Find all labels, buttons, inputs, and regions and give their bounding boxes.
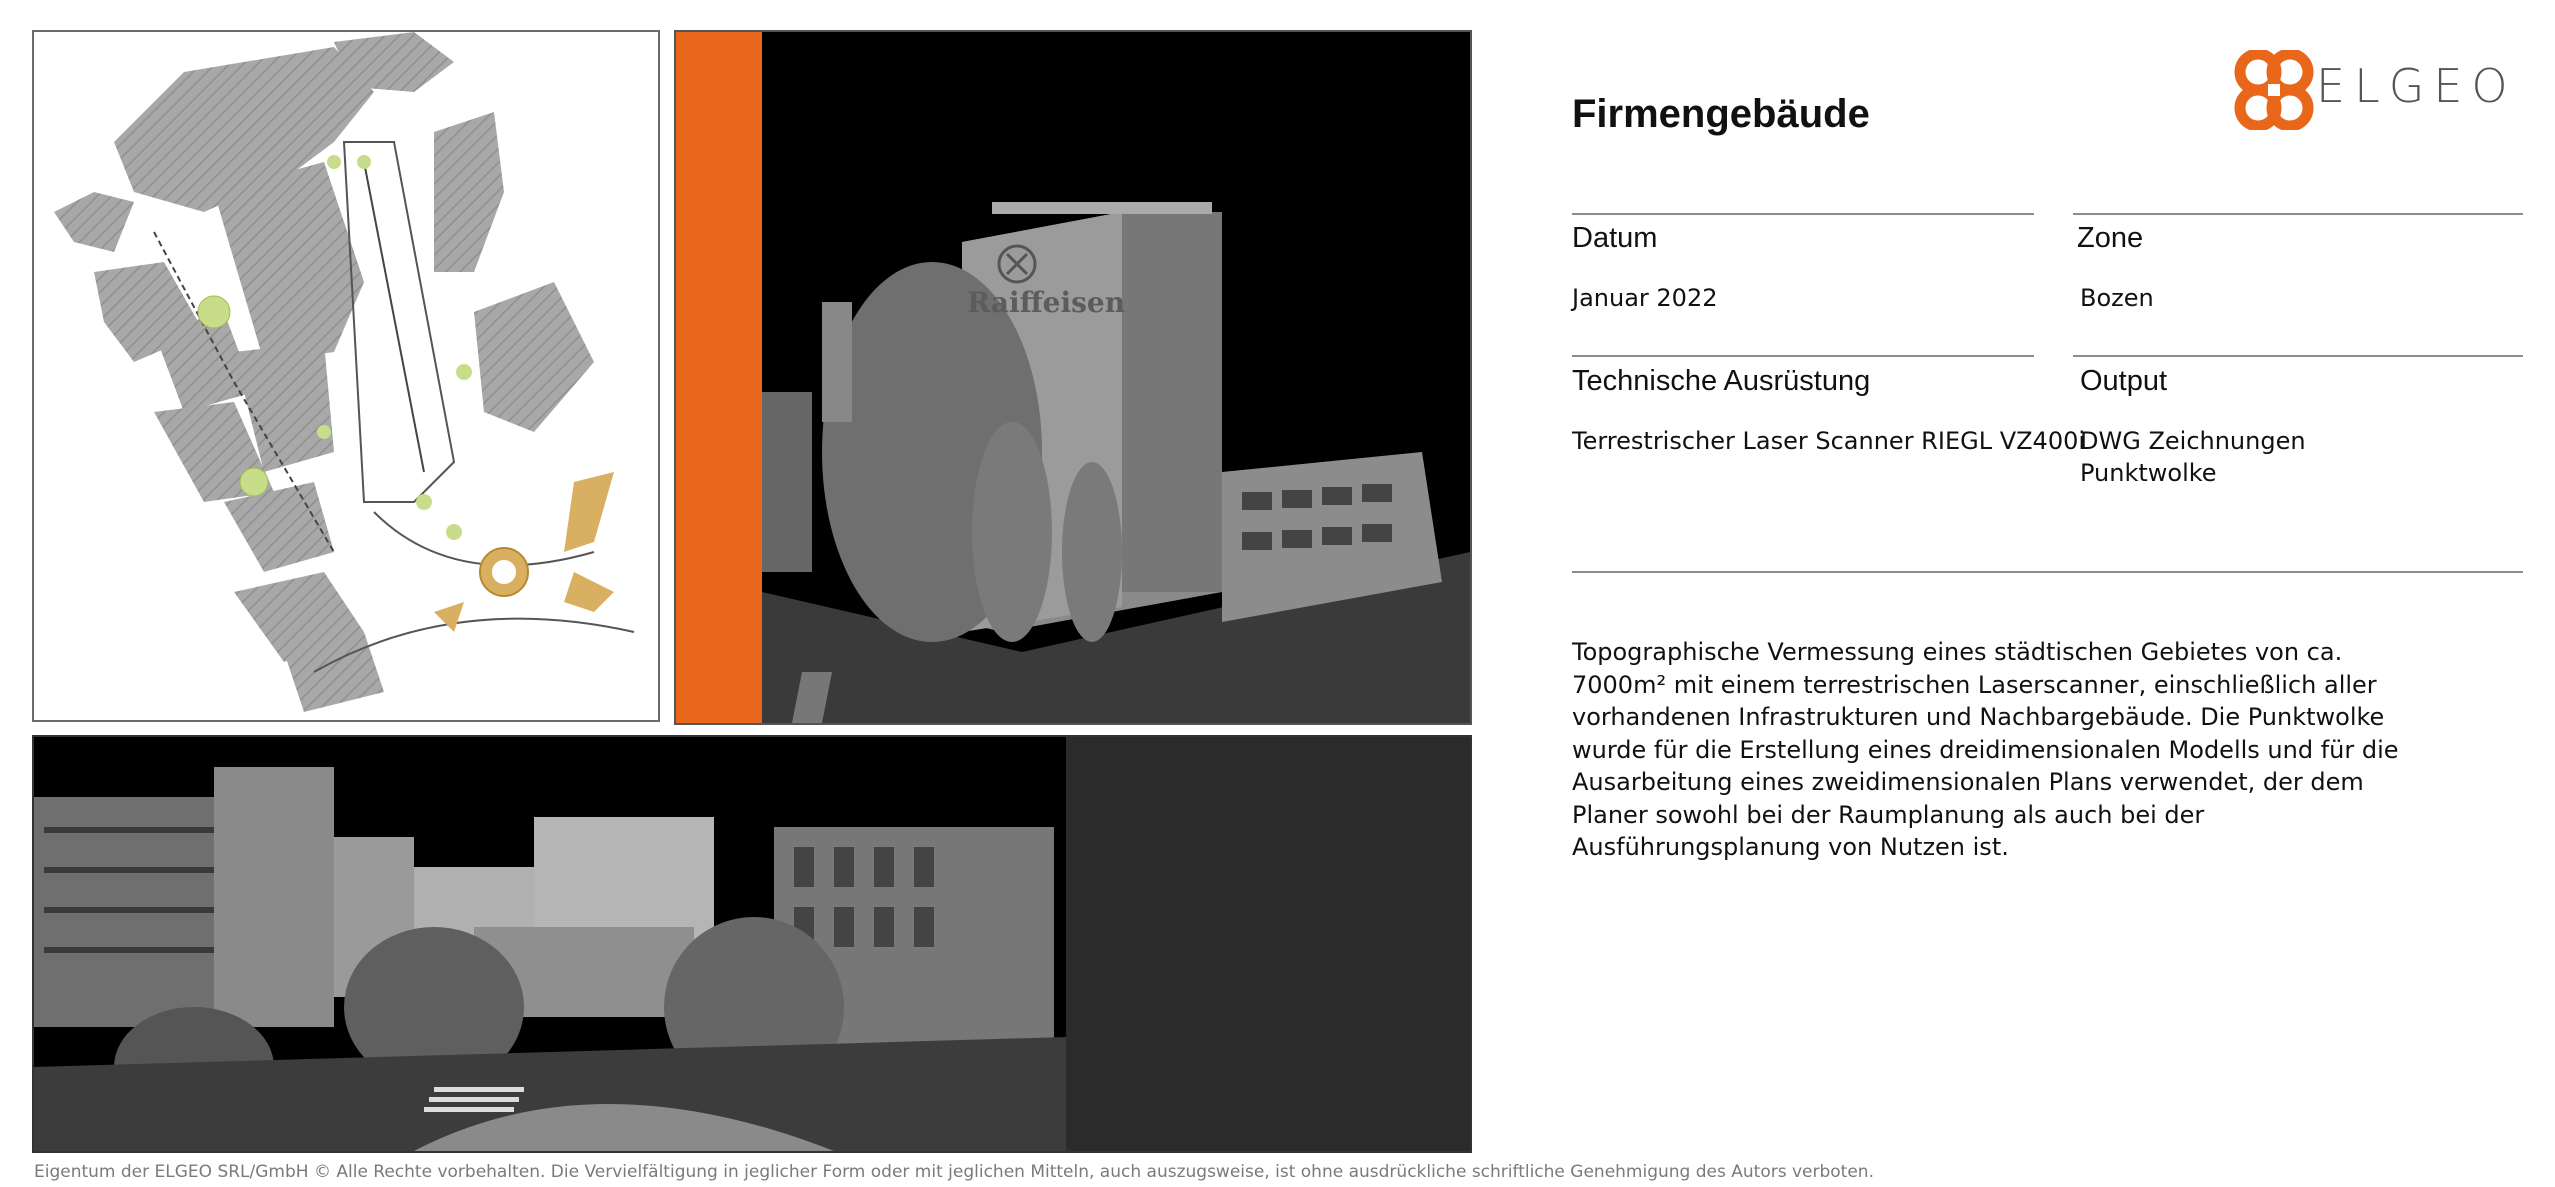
point-cloud-building [762, 32, 1470, 723]
street-panorama-image [32, 735, 1472, 1153]
output-value-1: DWG Zeichnungen [2080, 427, 2306, 455]
point-cloud-image [674, 30, 1472, 725]
output-label: Output [2080, 365, 2168, 397]
elgeo-logo-icon [2234, 50, 2314, 130]
date-label: Datum [1572, 222, 1658, 254]
building-sign-text: Raiffeisen [967, 286, 1126, 319]
page-title: Firmengebäude [1572, 92, 1870, 136]
elgeo-logo-text: ELGEO [2316, 59, 2517, 113]
site-plan-drawing [34, 32, 658, 720]
divider [2073, 213, 2523, 215]
divider [1572, 571, 2523, 573]
elgeo-logo [2234, 50, 2517, 130]
site-plan-image [32, 30, 660, 722]
zone-label: Zone [2077, 222, 2144, 254]
orange-accent-bar [676, 32, 762, 723]
equipment-value: Terrestrischer Laser Scanner RIEGL VZ400i [1572, 427, 2086, 455]
zone-value: Bozen [2080, 284, 2154, 312]
street-point-cloud [34, 737, 1066, 1151]
equipment-label: Technische Ausrüstung [1572, 365, 1871, 397]
project-description: Topographische Vermessung eines städtischen Gebietes von ca. 7000m² mit einem terrestrischen Laserscanner, einschließlich aller vorhandenen Infrastrukturen und Nachbargebäude. Die Punktwolke wurde für die Erstellung eines dreidimensionalen Modells und für die Ausarbeitung eines zweidimensionalen Plans verwendet, der dem Planer sowohl bei der Raumplanung als auch bei der Ausführungsplanung von Nutzen ist. [1572, 638, 2399, 861]
copyright-footer: Eigentum der ELGEO SRL/GmbH © Alle Rechte vorbehalten. Die Vervielfältigung in jeglicher Form oder mit jeglichen Mitteln, auch auszugsweise, ist ohne ausdrückliche schriftliche Genehmigung des Autors verboten. [34, 1162, 1874, 1182]
divider [1572, 355, 2034, 357]
output-value-2: Punktwolke [2080, 459, 2217, 487]
date-value: Januar 2022 [1572, 284, 1718, 312]
divider [1572, 213, 2034, 215]
divider [2073, 355, 2523, 357]
